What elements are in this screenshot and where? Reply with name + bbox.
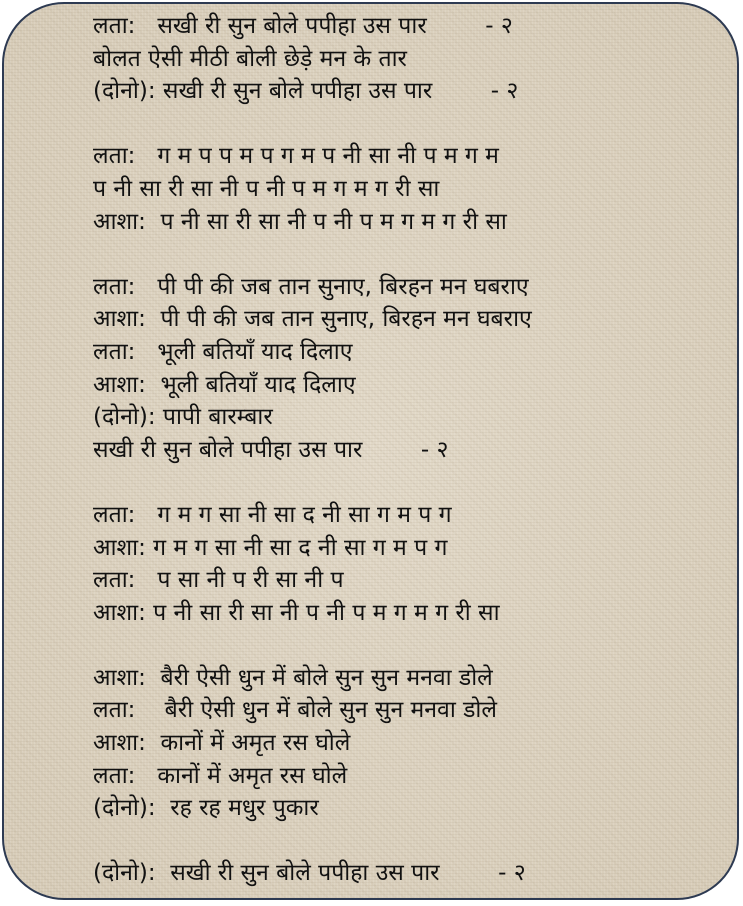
blank-line: [93, 629, 532, 662]
blank-line: [93, 825, 532, 858]
lyrics-card: [2, 2, 739, 900]
lyric-line: लता: ग म ग सा नी सा द नी सा ग म प ग: [93, 501, 452, 528]
lyric-line: लता: भूली बतियाँ याद दिलाए: [93, 338, 353, 365]
lyrics-text: [93, 10, 532, 890]
lyric-line: लता: बैरी ऐसी धुन में बोले सुन सुन मनवा डोले: [93, 697, 497, 724]
lyric-line: (दोनो): रह रह मधुर पुकार: [93, 795, 319, 822]
lyric-line: (दोनो): सखी री सुन बोले पपीहा उस पार - २: [93, 860, 526, 887]
lyric-line: प नी सा री सा नी प नी प म ग म ग री सा: [93, 175, 440, 202]
lyric-line: (दोनो): सखी री सुन बोले पपीहा उस पार - २: [93, 78, 519, 105]
lyric-line: आशा: ग म ग सा नी सा द नी सा ग म प ग: [93, 534, 448, 561]
lyric-line: लता: पी पी की जब तान सुनाए, बिरहन मन घबराए: [93, 273, 529, 300]
lyric-line: (दोनो): पापी बारम्बार: [93, 404, 273, 431]
lyric-line: लता: सखी री सुन बोले पपीहा उस पार - २: [93, 13, 513, 39]
blank-line: [93, 466, 532, 499]
lyric-line: आशा: भूली बतियाँ याद दिलाए: [93, 371, 356, 398]
lyric-line: आशा: बैरी ऐसी धुन में बोले सुन सुन मनवा डोले: [93, 664, 493, 691]
blank-line: [93, 238, 532, 271]
lyric-line: आशा: कानों में अमृत रस घोले: [93, 730, 351, 757]
lyric-line: सखी री सुन बोले पपीहा उस पार - २: [93, 436, 449, 463]
blank-line: [93, 108, 532, 141]
lyric-line: लता: प सा नी प री सा नी प: [93, 567, 344, 594]
lyric-line: आशा: प नी सा री सा नी प नी प म ग म ग री सा: [93, 599, 500, 626]
lyric-line: बोलत ऐसी मीठी बोली छेड़े मन के तार: [93, 45, 407, 72]
lyric-line: लता: कानों में अमृत रस घोले: [93, 762, 348, 789]
lyric-line: आशा: प नी सा री सा नी प नी प म ग म ग री सा: [93, 208, 507, 235]
lyric-line: आशा: पी पी की जब तान सुनाए, बिरहन मन घबराए: [93, 306, 532, 333]
lyric-line: लता: ग म प प म प ग म प नी सा नी प म ग म: [93, 143, 499, 170]
